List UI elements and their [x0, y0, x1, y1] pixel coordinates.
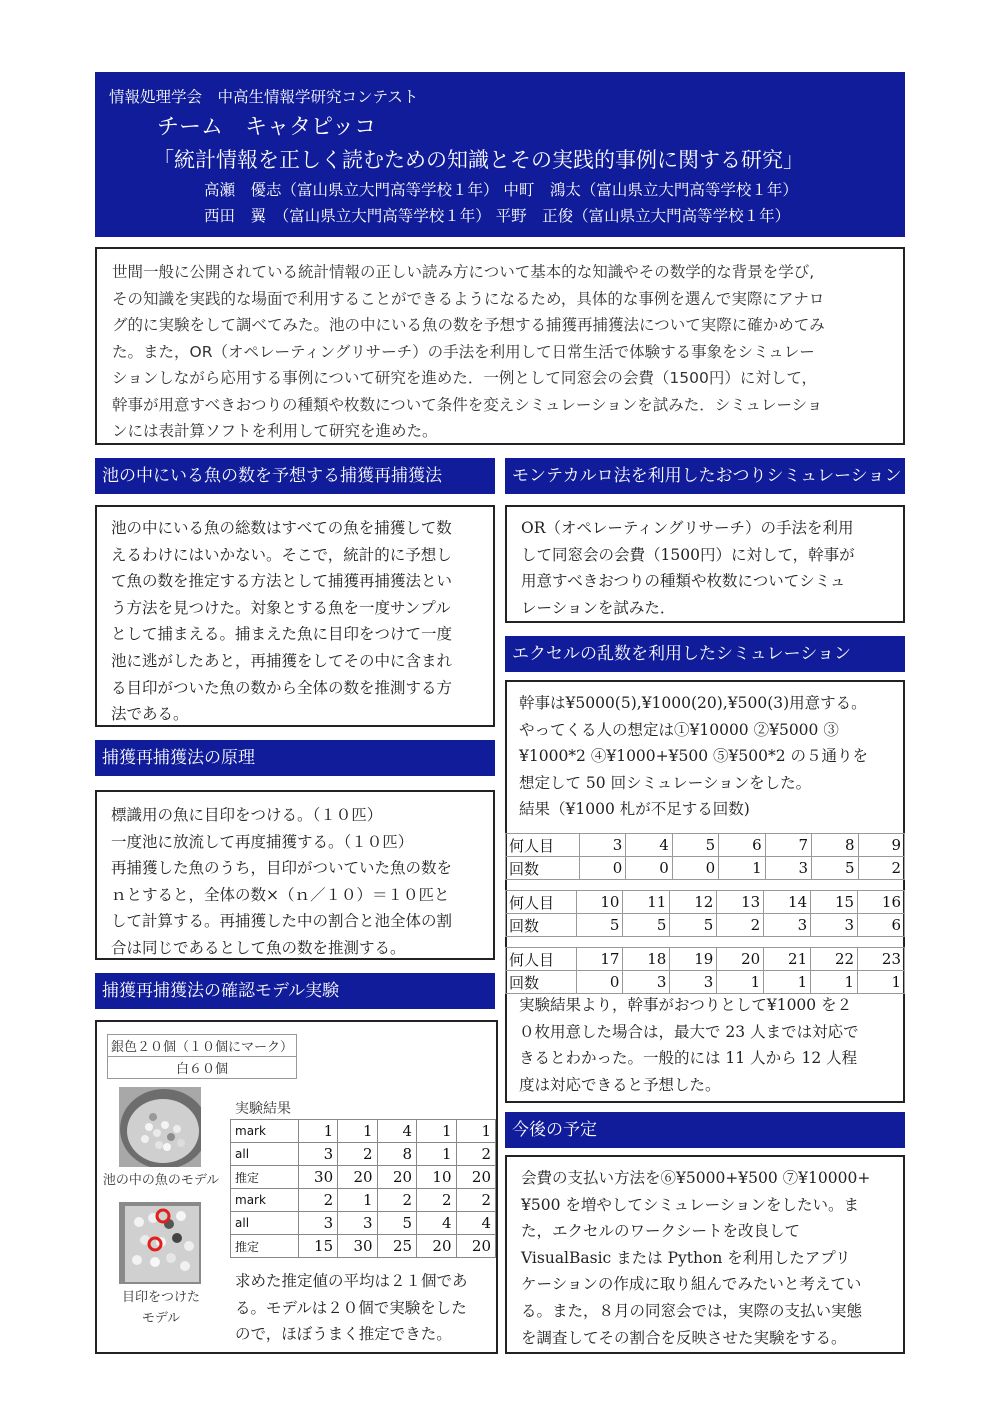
- table-row: 何人目 17 18 19 20 21 22 23: [506, 948, 905, 971]
- title-banner: [95, 72, 905, 237]
- paper-title: 「統計情報を正しく読むための知識とその実践的事例に関する研究」: [153, 148, 804, 172]
- abstract-text: 世間一般に公開されている統計情報の正しい読み方について基本的な知識やその数学的な背景を学び, その知識を実践的な場面で利用することができるようになるため，具体的な事例を選んで実際にアナロ グ的に実験をして調べてみた。池の中にいる魚の数を予想する捕獲再捕獲法について実際に確かめてみ た。また，OR（オペレーティングリサーチ）の手法を利用して日常生活で体験する事象をシミュレー ションしながら応用する事例について研究を進めた．一例として同窓会の会費（1500円）に対して， 幹事が用意すべきおつりの種類や枚数について条件を変えシミュレーションを試みた．シミュレーショ ンには表計算ソフトを利用して研究を進めた。: [112, 263, 825, 440]
- table-row: 回数 0 0 0 1 3 5 2: [506, 857, 905, 880]
- table-row: 回数 0 3 3 1 1 1 1: [506, 971, 905, 994]
- simulation-table-1: [505, 833, 905, 880]
- pond-model-caption: 池の中の魚のモデル: [102, 1173, 220, 1188]
- table-row: mark 1 1 4 1 1: [231, 1120, 496, 1143]
- pond-model-image: [119, 1087, 201, 1167]
- montecarlo-text: OR（オペレーティングリサーチ）の手法を利用 して同窓会の会費（1500円）に対して，幹事が 用意すべきおつりの種類や枚数についてシミュ レーションを試みた．: [521, 519, 855, 617]
- capture-text: 池の中にいる魚の総数はすべての魚を捕獲して数 えるわけにはいかない。そこで，統計的に予想し て魚の数を推定する方法として捕獲再捕獲法とい う方法を見つけた。対象とする魚を一度サンプル として捕まえる。捕まえた魚に目印をつけて一度 池に逃がしたあと，再捕獲をしてその中に含まれ る目印がついた魚の数から全体の数を推測する方 法である。: [111, 519, 453, 724]
- section-heading-capture: 池の中にいる魚の数を予想する捕獲再捕獲法: [95, 458, 495, 494]
- pond-model-photo: [119, 1087, 201, 1167]
- marked-model-caption: 目印をつけた モデル: [121, 1290, 200, 1326]
- principle-text: 標識用の魚に目印をつける。（１０匹） 一度池に放流して再度捕獲する。（１０匹） 再捕獲した魚のうち，目印がついていた魚の数を ｎとすると，全体の数×（ｎ／１０）＝１０匹と して計算する。再捕獲した中の割合と池全体の割 合は同じであるとして魚の数を推測する。: [111, 806, 453, 957]
- table-row: 推定 15 30 25 20 20: [231, 1235, 496, 1258]
- section-heading-montecarlo: モンテカルロ法を利用したおつりシミュレーション: [505, 458, 905, 494]
- simulation-table-2: [505, 890, 905, 937]
- authors-line-1: 高瀬 優志（富山県立大門高等学校１年） 中町 鴻太（富山県立大門高等学校１年）: [204, 181, 798, 199]
- conference-name: 情報処理学会 中高生情報学研究コンテスト: [109, 88, 419, 106]
- future-text: 会費の支払い方法を⑥¥5000+¥500 ⑦¥10000+ ¥500 を増やしてシミュレーションをしたい。ま た，エクセルのワークシートを改良して VisualBasic または Python を利用したアプリ ケーションの作成に取り組んでみたいと考えてい る。また，８月の同窓会では，実際の支払い実態 を調査してその割合を反映させた実験をする。: [521, 1169, 871, 1347]
- marked-model-photo: [119, 1202, 201, 1284]
- team-name: チーム キャタピッコ: [157, 115, 377, 140]
- table-row: 回数 5 5 5 2 3 3 6: [506, 914, 905, 937]
- authors-line-2: 西田 翼 （富山県立大門高等学校１年） 平野 正俊（富山県立大門高等学校１年）: [204, 207, 791, 225]
- abstract-box: [95, 247, 905, 445]
- setup-table: [107, 1034, 297, 1079]
- section-heading-excel: エクセルの乱数を利用したシミュレーション: [505, 636, 905, 672]
- table-row: mark 2 1 2 2 2: [231, 1189, 496, 1212]
- future-text-box: [505, 1155, 905, 1354]
- table-row: 推定 30 20 20 10 20: [231, 1166, 496, 1189]
- setup-white: 白６０個: [108, 1057, 297, 1079]
- excel-conclusion: 実験結果より，幹事がおつりとして¥1000 を２ ０枚用意した場合は，最大で 23 人までは対応で きるとわかった。一般的には 11 人から 12 人程 度は対応できると予想した。: [519, 996, 859, 1094]
- setup-silver: 銀色２０個（１０個にマーク）: [108, 1035, 297, 1057]
- capture-text-box: [95, 505, 495, 727]
- model-conclusion: 求めた推定値の平均は２１個であ る。モデルは２０個で実験をした ので，ほぼうまく推定できた。: [235, 1272, 468, 1344]
- model-box: [95, 1020, 498, 1354]
- table-row: 何人目 3 4 5 6 7 8 9: [506, 834, 905, 857]
- principle-text-box: [95, 790, 495, 960]
- montecarlo-text-box: [505, 505, 905, 623]
- table-row: all 3 3 5 4 4: [231, 1212, 496, 1235]
- results-title: 実験結果: [235, 1101, 291, 1117]
- section-heading-model: 捕獲再捕獲法の確認モデル実験: [95, 973, 495, 1009]
- section-heading-future: 今後の予定: [505, 1112, 905, 1148]
- simulation-table-3: [505, 947, 905, 994]
- table-row: 何人目 10 11 12 13 14 15 16: [506, 891, 905, 914]
- results-table: [230, 1119, 496, 1258]
- section-heading-principle: 捕獲再捕獲法の原理: [95, 740, 495, 776]
- marked-model-image: [119, 1202, 201, 1284]
- excel-setup-text: 幹事は¥5000(5),¥1000(20),¥500(3)用意する。 やってくる人の想定は①¥10000 ②¥5000 ③ ¥1000*2 ④¥1000+¥500 ⑤¥500*2 の５通りを 想定して 50 回シミュレーションをした。 結果（¥1000 札が不足する回数): [519, 694, 869, 819]
- table-row: all 3 2 8 1 2: [231, 1143, 496, 1166]
